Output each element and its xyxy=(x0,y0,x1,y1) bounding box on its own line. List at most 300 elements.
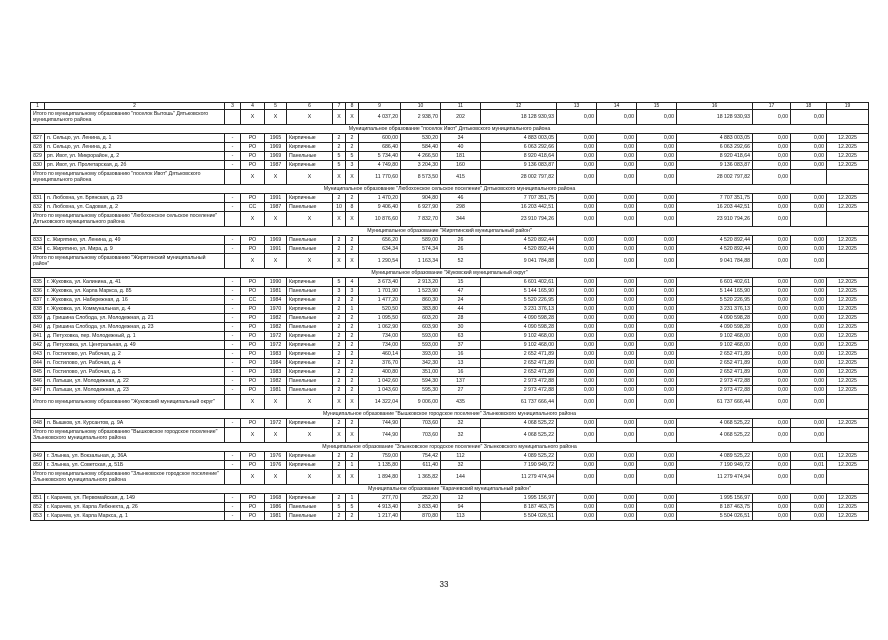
subtotal-cell: 0,00 xyxy=(557,170,597,185)
table-cell-entrances: 1 xyxy=(346,494,359,503)
table-cell-num: 844 xyxy=(31,359,45,368)
subtotal-cell: X xyxy=(333,395,346,410)
table-cell-total: 1 995 156,97 xyxy=(677,494,753,503)
table-row xyxy=(31,386,869,395)
table-cell-z14: 0,00 xyxy=(597,245,637,254)
table-cell-z13: 0,00 xyxy=(557,314,597,323)
subtotal-cell: X xyxy=(265,470,287,485)
table-cell-floors: 2 xyxy=(333,323,346,332)
table-cell-dash: - xyxy=(225,359,241,368)
table-cell-floors: 2 xyxy=(333,452,346,461)
table-cell-type: РО xyxy=(241,386,265,395)
table-cell-dash: - xyxy=(225,503,241,512)
table-cell-dash: - xyxy=(225,236,241,245)
table-cell-residents: 27 xyxy=(441,386,481,395)
table-cell-z14: 0,00 xyxy=(597,314,637,323)
table-cell-cost: 2 652 471,89 xyxy=(481,359,557,368)
subtotal-cell: 0,00 xyxy=(791,110,827,125)
column-number: 9 xyxy=(359,103,401,110)
table-cell-floors: 2 xyxy=(333,332,346,341)
table-cell-z15: 0,00 xyxy=(637,332,677,341)
table-cell-cost: 6 601 402,61 xyxy=(481,278,557,287)
table-cell-z18: 0,00 xyxy=(791,386,827,395)
table-cell-z17: 0,00 xyxy=(753,332,791,341)
table-cell-area: 1 042,60 xyxy=(359,377,401,386)
table-cell-entrances: 8 xyxy=(346,203,359,212)
subtotal-cell: X xyxy=(346,212,359,227)
table-cell-cost: 5 144 165,90 xyxy=(481,287,557,296)
column-number-row xyxy=(31,103,869,110)
subtotal-cell: 4 068 525,22 xyxy=(677,428,753,443)
table-cell-num: 841 xyxy=(31,332,45,341)
section-title: Муниципальное образование "Жирятинский муниципальный район" xyxy=(31,227,869,236)
table-cell-z14: 0,00 xyxy=(597,323,637,332)
table-cell-z13: 0,00 xyxy=(557,368,597,377)
table-cell-cost: 4 883 003,05 xyxy=(481,134,557,143)
table-cell-num: 832 xyxy=(31,203,45,212)
table-cell-area2: 1 523,90 xyxy=(401,287,441,296)
table-cell-z14: 0,00 xyxy=(597,332,637,341)
table-cell-z14: 0,00 xyxy=(597,152,637,161)
table-cell-area: 4 913,40 xyxy=(359,503,401,512)
table-cell-area2: 589,00 xyxy=(401,236,441,245)
table-cell-deadline: 12.2025 xyxy=(827,461,869,470)
table-cell-addr: д. Петуховка, ул. Центральная, д. 49 xyxy=(45,341,225,350)
table-cell-year: 1965 xyxy=(265,134,287,143)
subtotal-cell: 0,00 xyxy=(791,470,827,485)
subtotal-cell: X xyxy=(287,395,333,410)
table-body xyxy=(31,103,869,521)
table-cell-deadline: 12.2025 xyxy=(827,341,869,350)
table-cell-num: 836 xyxy=(31,287,45,296)
table-cell-deadline: 12.2025 xyxy=(827,350,869,359)
table-cell-z15: 0,00 xyxy=(637,368,677,377)
table-cell-residents: 16 xyxy=(441,368,481,377)
table-cell-total: 9 102 468,00 xyxy=(677,332,753,341)
table-cell-num: 827 xyxy=(31,134,45,143)
table-cell-num: 843 xyxy=(31,350,45,359)
table-cell-total: 5 504 026,51 xyxy=(677,512,753,521)
table-cell-addr: г. Карачев, ул. Карла Либкнехта, д. 26 xyxy=(45,503,225,512)
subtotal-cell: X xyxy=(241,254,265,269)
table-cell-z13: 0,00 xyxy=(557,386,597,395)
table-cell-dash: - xyxy=(225,143,241,152)
subtotal-row xyxy=(31,110,869,125)
table-cell-total: 2 652 471,89 xyxy=(677,350,753,359)
table-cell-material: Кирпичные xyxy=(287,452,333,461)
table-cell-cost: 8 187 463,75 xyxy=(481,503,557,512)
table-cell-type: РО xyxy=(241,503,265,512)
subtotal-cell: X xyxy=(346,110,359,125)
table-cell-residents: 32 xyxy=(441,461,481,470)
subtotal-cell: 4 068 525,22 xyxy=(481,428,557,443)
table-cell-deadline: 12.2025 xyxy=(827,194,869,203)
table-cell-area2: 595,30 xyxy=(401,386,441,395)
subtotal-cell xyxy=(225,428,241,443)
table-cell-z14: 0,00 xyxy=(597,419,637,428)
table-cell-z14: 0,00 xyxy=(597,377,637,386)
table-cell-floors: 2 xyxy=(333,512,346,521)
subtotal-cell: 0,00 xyxy=(753,428,791,443)
table-cell-year: 1969 xyxy=(265,143,287,152)
table-cell-addr: п. Латыши, ул. Молодежная, д. 22 xyxy=(45,377,225,386)
subtotal-cell: 0,00 xyxy=(557,110,597,125)
table-cell-deadline: 12.2025 xyxy=(827,494,869,503)
table-cell-z17: 0,00 xyxy=(753,296,791,305)
table-cell-total: 3 231 376,13 xyxy=(677,305,753,314)
table-cell-cost: 2 973 472,88 xyxy=(481,386,557,395)
table-cell-deadline: 12.2025 xyxy=(827,143,869,152)
table-cell-floors: 2 xyxy=(333,368,346,377)
table-cell-z14: 0,00 xyxy=(597,359,637,368)
table-cell-z17: 0,00 xyxy=(753,245,791,254)
table-cell-addr: п. Гостилово, ул. Рабочая, д. 4 xyxy=(45,359,225,368)
table-cell-material: Панельные xyxy=(287,314,333,323)
table-cell-num: 850 xyxy=(31,461,45,470)
subtotal-cell: 0,00 xyxy=(791,254,827,269)
table-cell-material: Панельные xyxy=(287,503,333,512)
column-number: 18 xyxy=(791,103,827,110)
table-cell-z18: 0,00 xyxy=(791,143,827,152)
section-title: Муниципальное образование "Жуковский муниципальный округ" xyxy=(31,269,869,278)
table-cell-floors: 2 xyxy=(333,350,346,359)
section-header-row xyxy=(31,227,869,236)
table-cell-total: 4 089 525,22 xyxy=(677,452,753,461)
subtotal-cell xyxy=(225,395,241,410)
subtotal-cell: 14 322,04 xyxy=(359,395,401,410)
subtotal-row xyxy=(31,395,869,410)
table-cell-z18: 0,00 xyxy=(791,323,827,332)
table-cell-z13: 0,00 xyxy=(557,419,597,428)
table-cell-num: 847 xyxy=(31,386,45,395)
table-cell-area: 400,80 xyxy=(359,368,401,377)
table-row xyxy=(31,494,869,503)
table-cell-z17: 0,00 xyxy=(753,278,791,287)
subtotal-label: Итого по муниципальному образованию "Вышковское городское поселение" Злынковского муниципального района xyxy=(31,428,225,443)
table-cell-z18: 0,00 xyxy=(791,419,827,428)
table-cell-addr: п. Латыши, ул. Молодежная, д. 23 xyxy=(45,386,225,395)
table-cell-z18: 0,00 xyxy=(791,350,827,359)
table-cell-addr: д. Петуховка, пер. Молодежный, д. 1 xyxy=(45,332,225,341)
table-cell-residents: 113 xyxy=(441,512,481,521)
subtotal-cell: 0,00 xyxy=(597,395,637,410)
table-cell-z15: 0,00 xyxy=(637,236,677,245)
table-cell-material: Панельные xyxy=(287,323,333,332)
subtotal-cell: X xyxy=(346,470,359,485)
table-cell-addr: рп. Ивот, ул. Микрорайон, д. 2 xyxy=(45,152,225,161)
table-cell-z15: 0,00 xyxy=(637,194,677,203)
table-cell-type: РО xyxy=(241,512,265,521)
table-cell-num: 846 xyxy=(31,377,45,386)
table-cell-deadline: 12.2025 xyxy=(827,245,869,254)
table-cell-z18: 0,00 xyxy=(791,296,827,305)
table-cell-addr: г. Жуковка, ул. Карла Маркса, д. 85 xyxy=(45,287,225,296)
table-cell-entrances: 2 xyxy=(346,452,359,461)
table-cell-area: 686,40 xyxy=(359,143,401,152)
table-cell-year: 1969 xyxy=(265,152,287,161)
table-cell-z15: 0,00 xyxy=(637,359,677,368)
table-cell-area: 9 406,40 xyxy=(359,203,401,212)
subtotal-label: Итого по муниципальному образованию "поселок Вытошь" Дятьковского муниципального района xyxy=(31,110,225,125)
table-cell-area2: 870,80 xyxy=(401,512,441,521)
subtotal-cell: 18 128 930,93 xyxy=(481,110,557,125)
table-cell-area: 4 749,80 xyxy=(359,161,401,170)
table-cell-z13: 0,00 xyxy=(557,236,597,245)
subtotal-cell: 9 041 784,88 xyxy=(481,254,557,269)
table-cell-dash: - xyxy=(225,350,241,359)
housing-repair-table xyxy=(30,102,869,521)
table-cell-dash: - xyxy=(225,314,241,323)
table-row xyxy=(31,236,869,245)
subtotal-cell: X xyxy=(265,170,287,185)
table-cell-total: 4 520 892,44 xyxy=(677,236,753,245)
table-cell-year: 1969 xyxy=(265,236,287,245)
table-cell-floors: 2 xyxy=(333,419,346,428)
table-cell-residents: 32 xyxy=(441,419,481,428)
subtotal-cell: 10 876,60 xyxy=(359,212,401,227)
table-cell-floors: 2 xyxy=(333,359,346,368)
section-title: Муниципальное образование "Любохонское сельское поселение" Дятьковского муниципального района xyxy=(31,185,869,194)
table-cell-residents: 94 xyxy=(441,503,481,512)
table-cell-z17: 0,00 xyxy=(753,512,791,521)
table-cell-z14: 0,00 xyxy=(597,494,637,503)
table-cell-type: РО xyxy=(241,323,265,332)
table-cell-area2: 351,00 xyxy=(401,368,441,377)
table-cell-area: 600,00 xyxy=(359,134,401,143)
table-cell-entrances: 2 xyxy=(346,350,359,359)
table-cell-year: 1972 xyxy=(265,332,287,341)
table-cell-area2: 574,34 xyxy=(401,245,441,254)
column-number: 19 xyxy=(827,103,869,110)
table-cell-dash: - xyxy=(225,245,241,254)
table-cell-residents: 26 xyxy=(441,245,481,254)
subtotal-cell: 11 279 474,94 xyxy=(677,470,753,485)
subtotal-cell xyxy=(225,470,241,485)
table-cell-year: 1982 xyxy=(265,314,287,323)
table-cell-z17: 0,00 xyxy=(753,503,791,512)
table-cell-z14: 0,00 xyxy=(597,194,637,203)
table-cell-area2: 530,20 xyxy=(401,134,441,143)
table-cell-dash: - xyxy=(225,512,241,521)
table-cell-area2: 603,90 xyxy=(401,323,441,332)
section-header-row xyxy=(31,185,869,194)
table-cell-type: СС xyxy=(241,203,265,212)
table-cell-cost: 7 190 949,72 xyxy=(481,461,557,470)
table-cell-z15: 0,00 xyxy=(637,143,677,152)
table-cell-z15: 0,00 xyxy=(637,461,677,470)
column-number: 14 xyxy=(597,103,637,110)
table-cell-residents: 16 xyxy=(441,350,481,359)
table-cell-deadline: 12.2025 xyxy=(827,296,869,305)
subtotal-cell: 0,00 xyxy=(557,470,597,485)
table-cell-area: 1 477,20 xyxy=(359,296,401,305)
table-cell-area2: 3 833,40 xyxy=(401,503,441,512)
table-cell-z18: 0,00 xyxy=(791,203,827,212)
table-cell-cost: 4 089 525,22 xyxy=(481,452,557,461)
table-cell-dash: - xyxy=(225,386,241,395)
table-cell-floors: 5 xyxy=(333,503,346,512)
table-cell-z15: 0,00 xyxy=(637,503,677,512)
table-row xyxy=(31,305,869,314)
table-cell-area2: 584,40 xyxy=(401,143,441,152)
table-cell-type: РО xyxy=(241,194,265,203)
table-row xyxy=(31,377,869,386)
table-cell-entrances: 2 xyxy=(346,245,359,254)
table-row xyxy=(31,152,869,161)
table-cell-material: Панельные xyxy=(287,386,333,395)
table-cell-total: 2 652 471,89 xyxy=(677,368,753,377)
column-number: 7 xyxy=(333,103,346,110)
subtotal-cell xyxy=(827,395,869,410)
subtotal-cell: 0,00 xyxy=(597,110,637,125)
table-cell-total: 5 144 165,90 xyxy=(677,287,753,296)
table-cell-z13: 0,00 xyxy=(557,143,597,152)
table-cell-z14: 0,00 xyxy=(597,368,637,377)
table-cell-addr: г. Жуковка, ул. Коммунальная, д. 4 xyxy=(45,305,225,314)
table-cell-floors: 10 xyxy=(333,203,346,212)
table-cell-num: 835 xyxy=(31,278,45,287)
subtotal-cell: X xyxy=(333,110,346,125)
table-cell-z13: 0,00 xyxy=(557,323,597,332)
table-cell-num: 849 xyxy=(31,452,45,461)
table-row xyxy=(31,245,869,254)
table-cell-entrances: 2 xyxy=(346,194,359,203)
column-number: 8 xyxy=(346,103,359,110)
table-cell-z15: 0,00 xyxy=(637,350,677,359)
table-cell-entrances: 2 xyxy=(346,377,359,386)
section-title: Муниципальное образование "Злынковское городское поселение" Злынковского муниципального района xyxy=(31,443,869,452)
section-header-row xyxy=(31,485,869,494)
table-cell-z15: 0,00 xyxy=(637,494,677,503)
table-cell-floors: 5 xyxy=(333,161,346,170)
table-cell-total: 6 063 292,66 xyxy=(677,143,753,152)
table-cell-z13: 0,00 xyxy=(557,377,597,386)
table-cell-type: РО xyxy=(241,278,265,287)
table-cell-deadline: 12.2025 xyxy=(827,161,869,170)
table-cell-cost: 2 973 472,88 xyxy=(481,377,557,386)
table-cell-residents: 46 xyxy=(441,194,481,203)
table-cell-z15: 0,00 xyxy=(637,296,677,305)
table-cell-entrances: 2 xyxy=(346,359,359,368)
table-cell-area2: 611,40 xyxy=(401,461,441,470)
table-row xyxy=(31,461,869,470)
subtotal-cell: 744,90 xyxy=(359,428,401,443)
table-cell-material: Кирпичные xyxy=(287,494,333,503)
subtotal-cell: 0,00 xyxy=(637,212,677,227)
subtotal-cell: 703,60 xyxy=(401,428,441,443)
table-cell-entrances: 5 xyxy=(346,152,359,161)
table-cell-z18: 0,00 xyxy=(791,245,827,254)
table-row xyxy=(31,359,869,368)
subtotal-cell: 435 xyxy=(441,395,481,410)
table-cell-total: 4 090 598,28 xyxy=(677,314,753,323)
table-row xyxy=(31,452,869,461)
subtotal-label: Итого по муниципальному образованию "поселок Ивот" Дятьковского муниципального района xyxy=(31,170,225,185)
table-cell-material: Панельные xyxy=(287,203,333,212)
column-number: 15 xyxy=(637,103,677,110)
table-cell-cost: 4 520 892,44 xyxy=(481,236,557,245)
table-cell-z13: 0,00 xyxy=(557,341,597,350)
subtotal-cell: X xyxy=(265,110,287,125)
table-cell-total: 4 883 003,05 xyxy=(677,134,753,143)
table-cell-area2: 3 204,30 xyxy=(401,161,441,170)
table-cell-residents: 47 xyxy=(441,287,481,296)
table-cell-total: 9 102 468,00 xyxy=(677,341,753,350)
table-cell-residents: 37 xyxy=(441,341,481,350)
subtotal-cell: 1 163,34 xyxy=(401,254,441,269)
subtotal-cell: X xyxy=(241,110,265,125)
table-cell-cost: 16 203 442,51 xyxy=(481,203,557,212)
table-cell-cost: 4 090 598,28 xyxy=(481,314,557,323)
table-row xyxy=(31,350,869,359)
table-cell-z13: 0,00 xyxy=(557,452,597,461)
table-cell-residents: 40 xyxy=(441,143,481,152)
subtotal-cell xyxy=(791,170,827,185)
table-cell-entrances: 1 xyxy=(346,305,359,314)
table-cell-dash: - xyxy=(225,287,241,296)
table-cell-z17: 0,00 xyxy=(753,494,791,503)
table-cell-z15: 0,00 xyxy=(637,203,677,212)
table-cell-z17: 0,00 xyxy=(753,452,791,461)
table-cell-z13: 0,00 xyxy=(557,134,597,143)
table-cell-year: 1987 xyxy=(265,161,287,170)
table-cell-z17: 0,00 xyxy=(753,287,791,296)
subtotal-cell: 32 xyxy=(441,428,481,443)
table-cell-year: 1991 xyxy=(265,245,287,254)
subtotal-cell: 23 910 794,26 xyxy=(481,212,557,227)
table-cell-cost: 4 068 525,22 xyxy=(481,419,557,428)
table-cell-area2: 4 266,50 xyxy=(401,152,441,161)
table-cell-z18: 0,00 xyxy=(791,161,827,170)
table-cell-addr: д. Гришина Слобода, ул. Молодежная, д. 23 xyxy=(45,323,225,332)
table-row xyxy=(31,296,869,305)
table-cell-area2: 6 927,90 xyxy=(401,203,441,212)
table-cell-total: 2 973 472,88 xyxy=(677,386,753,395)
table-cell-z15: 0,00 xyxy=(637,278,677,287)
table-cell-type: РО xyxy=(241,350,265,359)
subtotal-cell: X xyxy=(287,254,333,269)
table-cell-z13: 0,00 xyxy=(557,152,597,161)
table-cell-z14: 0,00 xyxy=(597,278,637,287)
table-cell-z13: 0,00 xyxy=(557,296,597,305)
table-cell-dash: - xyxy=(225,278,241,287)
table-cell-z18: 0,00 xyxy=(791,152,827,161)
table-cell-z17: 0,00 xyxy=(753,194,791,203)
table-cell-z14: 0,00 xyxy=(597,512,637,521)
subtotal-cell xyxy=(827,110,869,125)
table-cell-year: 1981 xyxy=(265,287,287,296)
table-cell-material: Кирпичные xyxy=(287,419,333,428)
table-cell-num: 840 xyxy=(31,323,45,332)
table-cell-entrances: 3 xyxy=(346,161,359,170)
table-cell-year: 1976 xyxy=(265,452,287,461)
table-cell-z17: 0,00 xyxy=(753,377,791,386)
table-cell-num: 853 xyxy=(31,512,45,521)
table-cell-addr: с. Жирятино, ул. Ленина, д. 49 xyxy=(45,236,225,245)
table-cell-material: Кирпичные xyxy=(287,134,333,143)
table-cell-cost: 9 102 468,00 xyxy=(481,341,557,350)
table-cell-type: РО xyxy=(241,368,265,377)
table-cell-total: 9 136 083,87 xyxy=(677,161,753,170)
table-row xyxy=(31,419,869,428)
table-cell-type: РО xyxy=(241,461,265,470)
table-cell-z18: 0,00 xyxy=(791,341,827,350)
subtotal-cell: 0,00 xyxy=(557,212,597,227)
table-cell-cost: 8 920 418,64 xyxy=(481,152,557,161)
table-cell-total: 8 920 418,64 xyxy=(677,152,753,161)
table-cell-residents: 112 xyxy=(441,452,481,461)
table-cell-deadline: 12.2025 xyxy=(827,386,869,395)
